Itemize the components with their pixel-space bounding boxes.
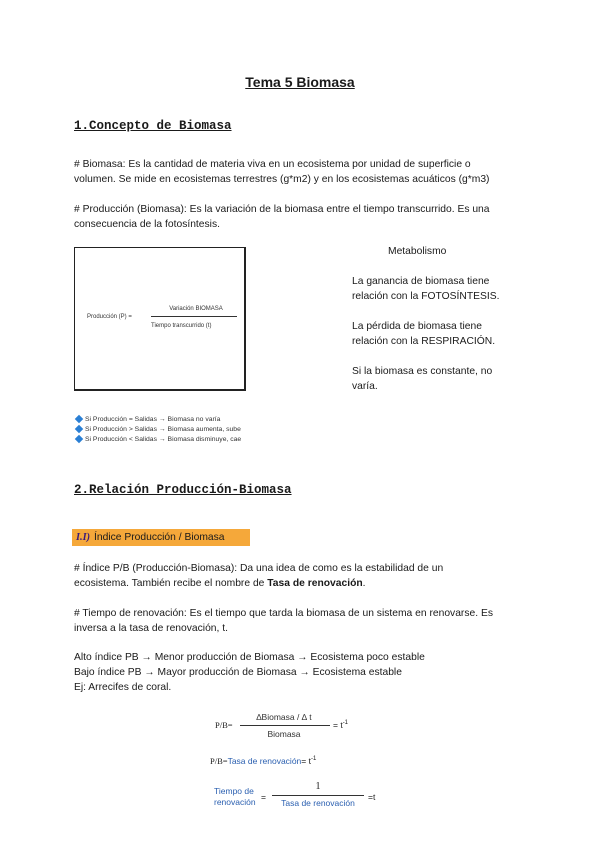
formula-denominator: Tiempo transcurrido (t) xyxy=(151,323,212,329)
biomasa-line-1: # Biomasa: Es la cantidad de materia viva en un ecosistema por unidad de superficie o xyxy=(74,159,471,170)
balance-bullets xyxy=(74,415,241,445)
page-title: Tema 5 Biomasa xyxy=(245,74,355,90)
section-1-heading: 1.Concepto de Biomasa xyxy=(74,119,232,133)
formula-tiempo-fraction-bar xyxy=(272,795,364,796)
tiempo-line-1: # Tiempo de renovación: Es el tiempo que tarda la biomasa de un sistema en renovarse. Es xyxy=(74,608,493,619)
formula-pb-numerator: ∆Biomasa / ∆ t xyxy=(256,712,312,722)
formula-tasa: P/B=Tasa de renovación= $t^{-1}$ xyxy=(210,756,317,766)
metabolismo-line-4: relación con la RESPIRACIÓN. xyxy=(352,336,496,347)
formula-pb-fraction-bar xyxy=(240,725,330,726)
formula-tiempo-rhs: =t xyxy=(368,792,376,802)
subsection-label: Índice Producción / Biomasa xyxy=(94,532,225,543)
diamond-bullet-icon xyxy=(75,435,83,443)
biomasa-line-2: volumen. Se mide en ecosistemas terrestres (g*m2) y en los ecosistemas acuáticos (g*m3) xyxy=(74,174,490,185)
produccion-formula-box xyxy=(74,247,246,391)
produccion-definition xyxy=(74,202,534,232)
alto-indice-line: Alto índice PB → Menor producción de Biomasa → Ecosistema poco estable xyxy=(74,652,425,663)
indice-line-2: ecosistema. También recibe el nombre de Tasa de renovación. xyxy=(74,578,366,589)
subsection-highlight xyxy=(72,529,250,546)
indice-comparison xyxy=(74,650,534,695)
formula-pb-rhs: = $t^{-1}$ xyxy=(333,720,349,730)
biomasa-definition xyxy=(74,157,534,187)
bullet-item: Si Producción < Salidas → Biomasa disminuye, cae xyxy=(74,435,241,445)
metabolismo-line-1: La ganancia de biomasa tiene xyxy=(352,276,490,287)
example-line: Ej: Arrecifes de coral. xyxy=(74,682,172,693)
tasa-renovacion-term: Tasa de renovación xyxy=(267,578,363,589)
formula-fraction-bar xyxy=(151,316,237,317)
tiempo-line-2: inversa a la tasa de renovación, t. xyxy=(74,623,228,634)
metabolismo-line-6: varía. xyxy=(352,381,378,392)
diamond-bullet-icon xyxy=(75,425,83,433)
bajo-indice-line: Bajo índice PB → Mayor producción de Biomasa → Ecosistema estable xyxy=(74,667,402,678)
formula-tiempo-lhs: Tiempo de renovación xyxy=(214,786,256,807)
formula-pb-lhs: P/B= xyxy=(215,720,233,730)
metabolismo-line-3: La pérdida de biomasa tiene xyxy=(352,321,482,332)
produccion-line-1: # Producción (Biomasa): Es la variación de la biomasa entre el tiempo transcurrido. Es una xyxy=(74,204,490,215)
metabolismo-line-5: Si la biomasa es constante, no xyxy=(352,366,493,377)
formula-tiempo-numerator: 1 xyxy=(315,781,321,792)
formula-tiempo-equals: = xyxy=(261,792,266,802)
formula-numerator: Variación BIOMASA xyxy=(169,306,223,312)
section-2-heading: 2.Relación Producción-Biomasa xyxy=(74,483,292,497)
formula-label: Producción (P) = xyxy=(87,314,132,320)
formula-pb-denominator: Biomasa xyxy=(267,729,301,739)
produccion-line-2: consecuencia de la fotosíntesis. xyxy=(74,219,220,230)
indice-line-1: # Índice P/B (Producción-Biomasa): Da una idea de como es la estabilidad de un xyxy=(74,563,444,574)
bullet-item: Si Producción > Salidas → Biomasa aumenta, sube xyxy=(74,425,241,435)
subsection-number: I.I) xyxy=(76,532,91,543)
tiempo-renovacion-definition xyxy=(74,606,534,636)
formula-tiempo-denominator: Tasa de renovación xyxy=(281,798,355,808)
bullet-item: Si Producción = Salidas → Biomasa no varía xyxy=(74,415,241,425)
metabolismo-line-2: relación con la FOTOSÍNTESIS. xyxy=(352,291,500,302)
indice-pb-definition xyxy=(74,561,534,591)
diamond-bullet-icon xyxy=(75,415,83,423)
metabolismo-panel xyxy=(352,244,552,394)
metabolismo-title: Metabolismo xyxy=(388,246,447,257)
